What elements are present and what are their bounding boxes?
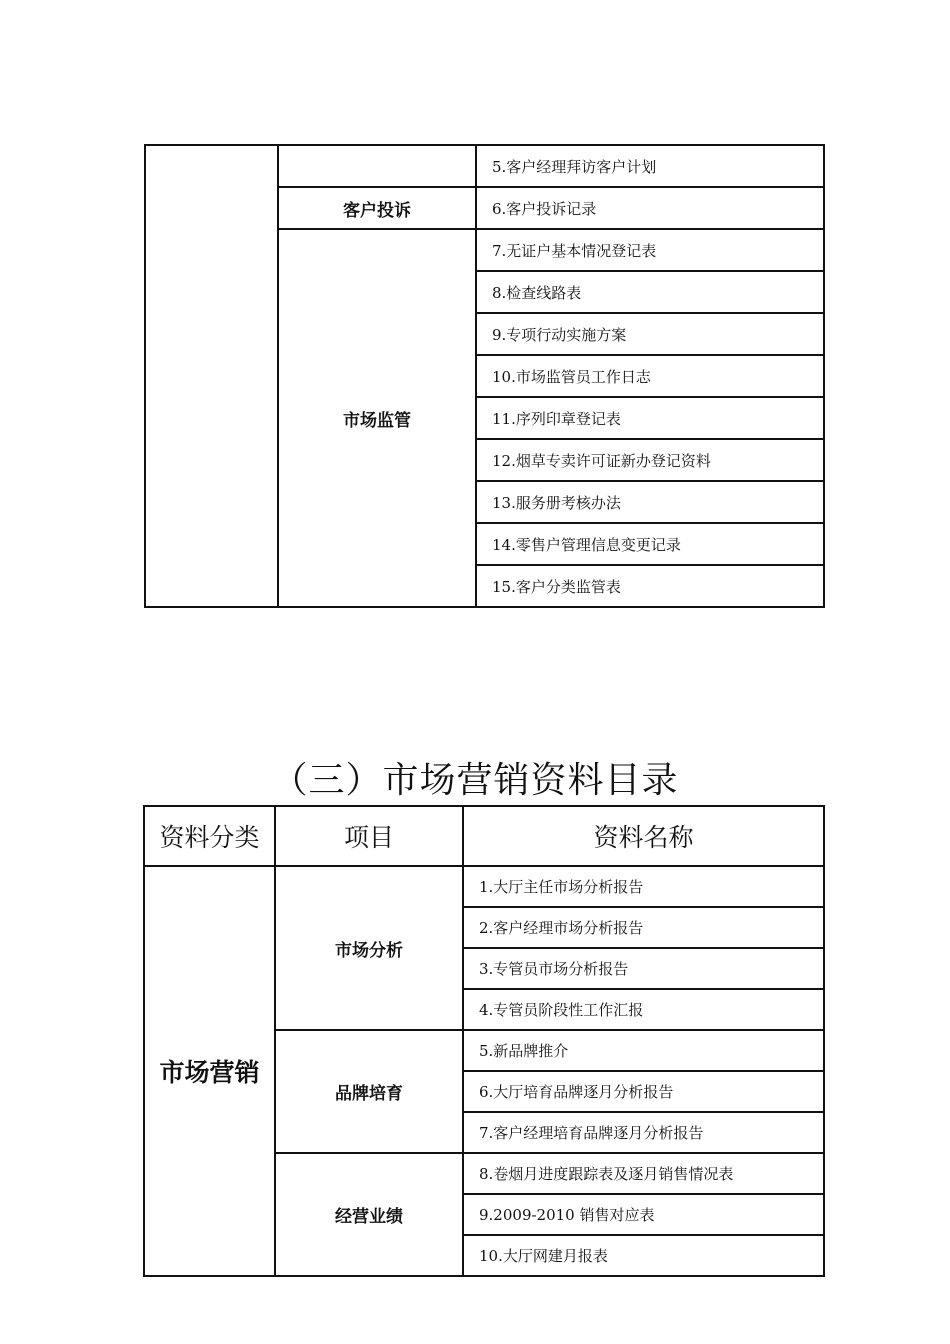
list-item: 4.专管员阶段性工作汇报 bbox=[463, 989, 824, 1030]
list-item: 11.序列印章登记表 bbox=[476, 397, 824, 439]
category-cell-empty bbox=[145, 145, 278, 607]
list-item: 12.烟草专卖许可证新办登记资料 bbox=[476, 439, 824, 481]
section-title: （三）市场营销资料目录 bbox=[271, 760, 679, 801]
header-project: 项目 bbox=[275, 806, 463, 866]
list-item: 2.客户经理市场分析报告 bbox=[463, 907, 824, 948]
list-item: 10.市场监管员工作日志 bbox=[476, 355, 824, 397]
list-item: 9.专项行动实施方案 bbox=[476, 313, 824, 355]
list-item: 5.新品牌推介 bbox=[463, 1030, 824, 1071]
list-item: 15.客户分类监管表 bbox=[476, 565, 824, 607]
list-item: 1.大厅主任市场分析报告 bbox=[463, 866, 824, 907]
list-item: 8.卷烟月进度跟踪表及逐月销售情况表 bbox=[463, 1153, 824, 1194]
list-item: 6.大厅培育品牌逐月分析报告 bbox=[463, 1071, 824, 1112]
project-label-supervision: 市场监管 bbox=[278, 229, 476, 607]
header-name: 资料名称 bbox=[463, 806, 824, 866]
category-label-marketing: 市场营销 bbox=[144, 866, 275, 1276]
project-label-brand-cultivation: 品牌培育 bbox=[275, 1030, 463, 1153]
list-item: 9.2009-2010 销售对应表 bbox=[463, 1194, 824, 1235]
header-category: 资料分类 bbox=[144, 806, 275, 866]
project-label-business-performance: 经营业绩 bbox=[275, 1153, 463, 1276]
list-item: 8.检查线路表 bbox=[476, 271, 824, 313]
marketing-catalog-table bbox=[143, 805, 825, 1277]
list-item: 6.客户投诉记录 bbox=[476, 187, 824, 229]
market-supervision-table bbox=[144, 144, 825, 608]
list-item: 3.专管员市场分析报告 bbox=[463, 948, 824, 989]
project-label-complaint: 客户投诉 bbox=[278, 187, 476, 229]
project-cell-empty bbox=[278, 145, 476, 187]
list-item: 14.零售户管理信息变更记录 bbox=[476, 523, 824, 565]
project-label-market-analysis: 市场分析 bbox=[275, 866, 463, 1030]
list-item: 10.大厅网建月报表 bbox=[463, 1235, 824, 1276]
list-item: 7.客户经理培育品牌逐月分析报告 bbox=[463, 1112, 824, 1153]
list-item: 7.无证户基本情况登记表 bbox=[476, 229, 824, 271]
list-item: 13.服务册考核办法 bbox=[476, 481, 824, 523]
list-item: 5.客户经理拜访客户计划 bbox=[476, 145, 824, 187]
